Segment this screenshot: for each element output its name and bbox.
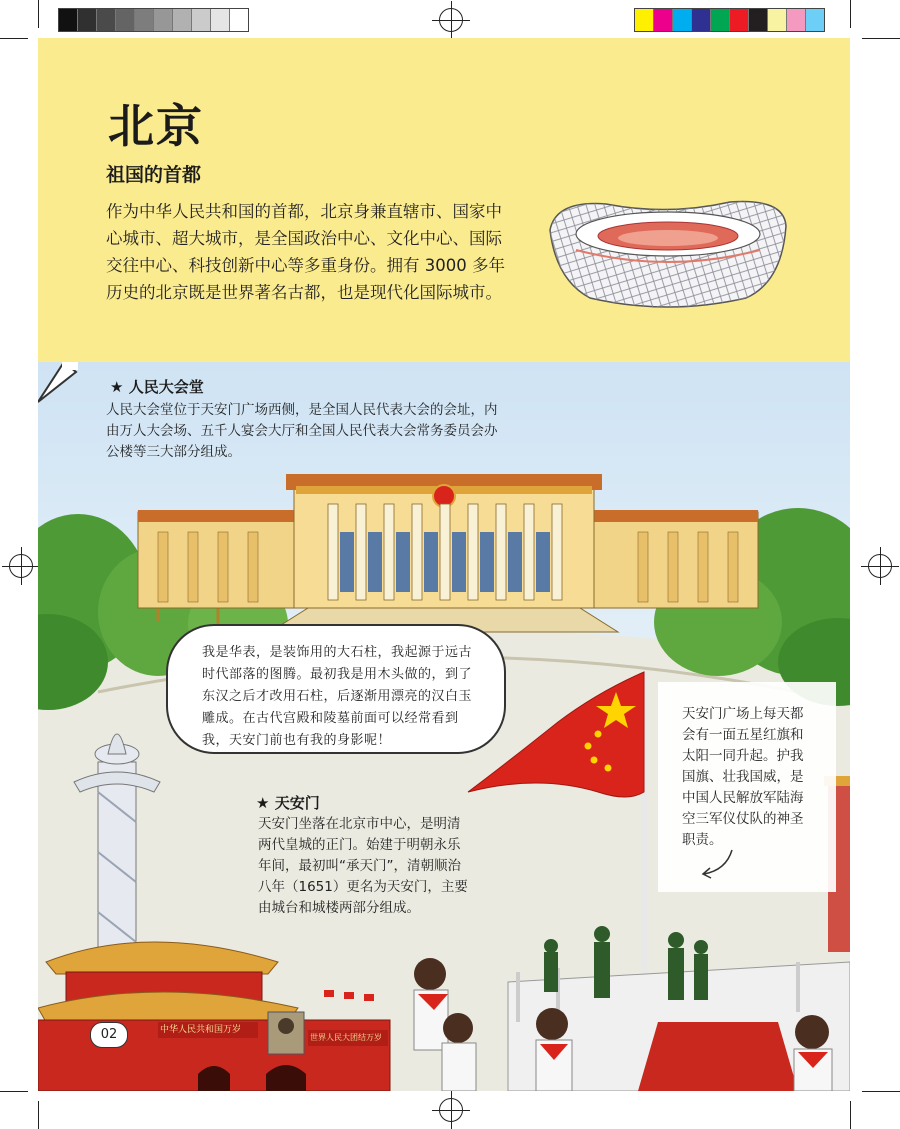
reg-mark-icon [439,8,463,32]
print-swatch [211,9,230,31]
color-swatches [634,8,825,32]
arrow-icon [698,848,738,882]
banner-right: 世界人民大团结万岁 [310,1033,382,1042]
page-title: 北京 [108,99,204,153]
print-swatch [806,9,824,31]
page-subtitle: 祖国的首都 [106,164,202,186]
great-hall-building [138,474,758,632]
crop-mark [862,38,900,39]
great-hall-heading [110,376,204,397]
crop-mark [0,1091,28,1092]
speech-bubble [166,624,506,754]
flag-note-text: 天安门广场上每天都会有一面五星红旗和太阳一同升起。护我国旗、壮我国威，是中国人民解放军陆海空三军仪仗队的神圣职责。 [682,706,804,848]
crop-mark [850,1101,851,1129]
intro-panel [38,38,850,362]
print-swatch [749,9,768,31]
print-swatch [116,9,135,31]
print-swatch [787,9,806,31]
gray-swatches [58,8,249,32]
bubble-tail [38,362,78,406]
reg-mark-icon [868,554,892,578]
reg-mark-icon [439,1098,463,1122]
star-bullet-icon: ★ [110,378,124,396]
print-swatch [730,9,749,31]
print-swatch [673,9,692,31]
print-swatch [59,9,78,31]
print-swatch [192,9,211,31]
flag-note-box [658,682,836,892]
print-swatch [635,9,654,31]
print-swatch [230,9,248,31]
tiananmen-heading [256,792,320,813]
crop-mark [38,0,39,28]
intro-text: 作为中华人民共和国的首都，北京身兼直辖市、国家中心城市、超大城市，是全国政治中心、文化中心、国际交往中心、科技创新中心等多重身份。拥有 3000 多年历史的北京既是世界著名古都，也是现代化国际城市。 [106,202,505,302]
print-swatch [78,9,97,31]
great-hall-text: 人民大会堂位于天安门广场西侧，是全国人民代表大会的会址，内由万人大会场、五千人宴会大厅和全国人民代表大会常务委员会办公楼等三大部分组成。 [106,402,498,460]
star-bullet-icon: ★ [256,794,270,812]
tiananmen-title: 天安门 [274,794,320,812]
print-swatch [173,9,192,31]
great-hall-title: 人民大会堂 [128,378,204,396]
crop-mark [0,38,28,39]
illustration-scene [38,362,850,1091]
crop-mark [38,1101,39,1129]
page-number: 02 [90,1022,128,1048]
crop-mark [850,0,851,28]
bird-nest-stadium-icon [546,190,790,318]
print-swatch [97,9,116,31]
print-swatch [154,9,173,31]
banner-left: 中华人民共和国万岁 [160,1025,242,1035]
tiananmen-text: 天安门坐落在北京市中心，是明清两代皇城的正门。始建于明朝永乐年间，最初叫“承天门”，清朝顺治八年（1651）更名为天安门，主要由城台和城楼两部分组成。 [258,816,468,916]
print-swatch [711,9,730,31]
crop-mark [862,1091,900,1092]
print-swatch [768,9,787,31]
print-swatch [692,9,711,31]
print-swatch [135,9,154,31]
reg-mark-icon [9,554,33,578]
bubble-text: 我是华表，是装饰用的大石柱，我起源于远古时代部落的图腾。最初我是用木头做的，到了东汉之后才改用石柱，后逐渐用漂亮的汉白玉雕成。在古代宫殿和陵墓前面可以经常看到我，天安门前也有我的身影呢！ [202,645,473,748]
print-swatch [654,9,673,31]
